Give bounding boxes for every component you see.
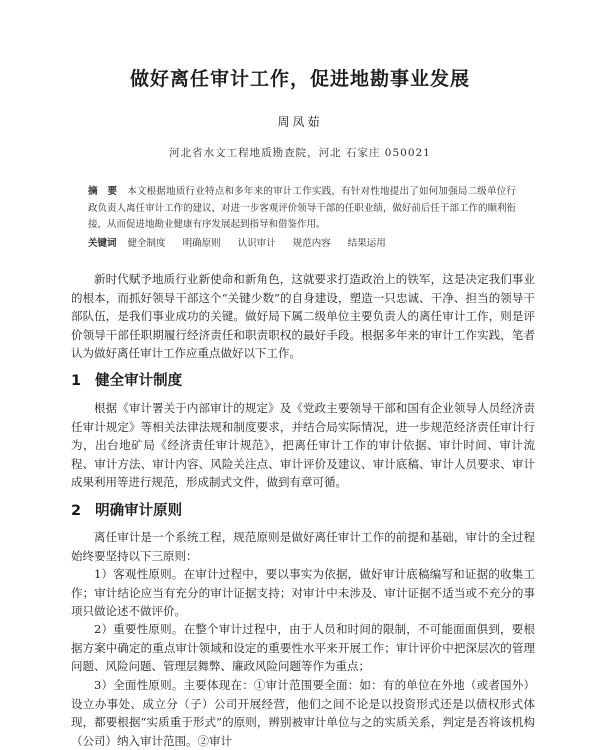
section-1-paragraph: 根据《审计署关于内部审计的规定》及《党政主要领导干部和国有企业领导人员经济责任审计规定》等相关法律法规和制度要求，并结合局实际情况，进一步规范经济责任审计行为，出台地矿局《经济责任审计规范》，把离任审计工作的审计依据、审计时间、审计流程、审计方法、审计内容、风险关注点、审计评价及建议、审计底稿、审计人员要求、审计成果利用等进行规范，形成制式文件，做到有章可循。 xyxy=(71,401,535,489)
section-2-paragraph: 2）重要性原则。在整个审计过程中，由于人员和时间的限制，不可能面面俱到，要根据方案中确定的重点审计领域和设定的重要性水平来开展工作；审计评价中把深层次的管理问题、风险问题、管理层舞弊、廉政风险问题等作为重点； xyxy=(71,622,535,673)
section-title: 明确审计原则 xyxy=(95,503,183,519)
paper-title: 做好离任审计工作，促进地勘事业发展 xyxy=(129,68,470,90)
section-2-paragraph: 离任审计是一个系统工程，规范原则是做好离任审计工作的前提和基础，审计的全过程始终要坚持以下三原则： xyxy=(71,530,535,563)
section-number: 2 xyxy=(71,503,82,519)
author-name: 周凤茹 xyxy=(277,115,323,129)
intro-paragraph: 新时代赋予地质行业新使命和新角色，这就要求打造政治上的铁军，这是决定我们事业的根本，而抓好领导干部这个“关键少数”的自身建设，塑造一只忠诚、干净、担当的领导干部队伍，是我们事业成功的关键。做好局下属二级单位主要负责人的离任审计工作，则是评价领导干部任职期履行经济责任和职责职权的最好手段。根据多年来的审计工作实践，笔者认为做好离任审计工作应重点做好以下工作。 xyxy=(71,272,535,360)
abstract-text: 本文根据地质行业特点和多年来的审计工作实践，有针对性地提出了如何加强局二级单位行政负责人离任审计工作的建议，对进一步客观评价领导干部的任职业绩，做好前后任干部工作的顺利衔接，从而促进地勘业健康有序发展起到指导和借鉴作用。 xyxy=(88,186,516,230)
keywords-label: 关键词 xyxy=(88,238,117,249)
section-2-paragraph: 3）全面性原则。主要体现在：①审计范围要全面：如：有的单位在外地（或者国外）设立办事处、成立分（子）公司开展经营，他们之间不论是以投资形式还是以债权形式体现，都要根据“实质重于形式”的原则，辨别被审计单位与之的实质关系，判定是否将该机构（公司）纳入审计范围。②审计 xyxy=(71,678,535,748)
section-title: 健全审计制度 xyxy=(95,373,183,389)
keyword: 结果运用 xyxy=(347,238,386,249)
keywords xyxy=(88,235,516,249)
section-2-paragraph: 1）客观性原则。在审计过程中，要以事实为依据，做好审计底稿编写和证据的收集工作；审计结论应当有充分的审计证据支持；对审计中未涉及、审计证据不适当或不充分的事项只做论述不做评价。 xyxy=(71,567,535,618)
keyword: 规范内容 xyxy=(292,238,331,249)
author-affiliation: 河北省水文工程地质勘查院，河北 石家庄 050021 xyxy=(169,147,431,159)
abstract xyxy=(88,184,516,234)
section-heading-1 xyxy=(71,369,182,390)
section-heading-2 xyxy=(71,499,182,520)
keyword: 明确原则 xyxy=(182,238,221,249)
keyword: 健全制度 xyxy=(127,238,166,249)
keyword: 认识审计 xyxy=(237,238,276,249)
abstract-label: 摘 要 xyxy=(88,186,118,197)
section-number: 1 xyxy=(71,373,82,389)
